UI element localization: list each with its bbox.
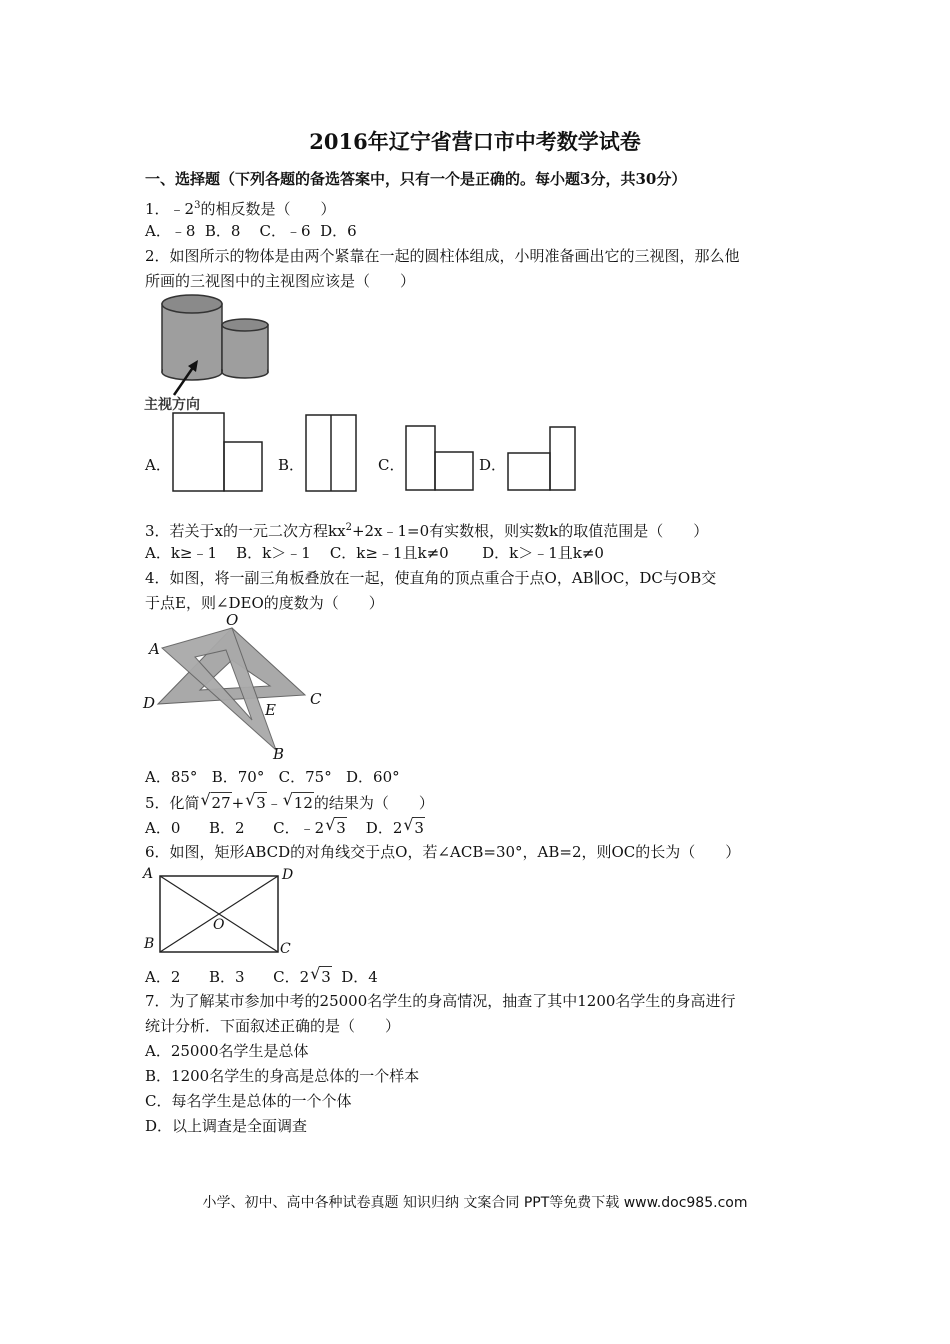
q2-option-b-figure xyxy=(305,414,357,492)
q1-sup: 3 xyxy=(194,200,201,211)
q4-line2: 于点E，则∠DEO的度数为（ ） xyxy=(145,594,384,612)
q6-c-radical: √ 3 xyxy=(320,966,332,987)
q2-option-c: C． xyxy=(378,456,405,474)
q7-line2: 统计分析．下面叙述正确的是（ ） xyxy=(145,1017,401,1035)
q3-sup: 2 xyxy=(345,522,352,533)
page-title: 2016年辽宁省营口市中考数学试卷 xyxy=(309,129,641,154)
q2-option-a: A． xyxy=(145,456,171,474)
sqrt-3: √ 3 xyxy=(255,792,267,813)
q6-options xyxy=(145,966,378,987)
q7-option-d: D．以上调查是全面调查 xyxy=(145,1117,308,1135)
sqrt-12: √ 12 xyxy=(293,792,314,813)
q2-option-c-figure xyxy=(405,425,475,491)
q4-options: A．85° B．70° C．75° D．60° xyxy=(145,768,400,786)
q5-opt-d: D．2 xyxy=(346,819,403,837)
footer-text: 小学、初中、高中各种试卷真题 知识归纳 文案合同 PPT等免费下载 www.doc985.com xyxy=(202,1195,748,1211)
q2-option-d-figure xyxy=(507,426,577,491)
q4-line1: 4．如图，将一副三角板叠放在一起，使直角的顶点重合于点O，AB∥OC，DC与OB交 xyxy=(145,569,717,587)
q5-d-radical: √ 3 xyxy=(413,817,425,838)
q6-opts-abc: A．2 B．3 C．2 xyxy=(145,968,310,986)
q2-option-a-figure xyxy=(172,412,264,492)
view-direction-label: 主视方向 xyxy=(144,397,200,413)
q5-minus: ﹣ xyxy=(266,794,282,812)
q5-options xyxy=(145,817,425,838)
question-1 xyxy=(145,196,335,219)
rect-label-O: O xyxy=(213,917,225,933)
q2-line2: 所画的三视图中的主视图应该是（ ） xyxy=(145,272,416,290)
q7-option-a: A．25000名学生是总体 xyxy=(145,1042,309,1060)
rect-label-A: A xyxy=(143,866,154,882)
rect-label-D: D xyxy=(282,867,294,883)
q5-pre: 5．化简 xyxy=(145,794,200,812)
q5-plus: + xyxy=(231,794,245,812)
section-heading: 一、选择题（下列各题的备选答案中，只有一个是正确的。每小题3分，共30分） xyxy=(145,170,687,188)
q2-line1: 2．如图所示的物体是由两个紧靠在一起的圆柱体组成，小明准备画出它的三视图，那么他 xyxy=(145,247,740,265)
q3-post: +2x﹣1=0有实数根，则实数k的取值范围是（ ） xyxy=(351,522,709,540)
question-3 xyxy=(145,518,708,541)
q1-options: A．﹣8 B．8 C．﹣6 D．6 xyxy=(145,222,357,240)
q7-option-c: C．每名学生是总体的一个个体 xyxy=(145,1092,352,1110)
q7-line1: 7．为了解某市参加中考的25000名学生的身高情况，抽查了其中1200名学生的身高进行 xyxy=(145,992,736,1010)
q5-c-radical: √ 3 xyxy=(335,817,347,838)
sqrt-27: √ 27 xyxy=(211,792,232,813)
rect-label-B: B xyxy=(144,936,155,952)
question-5 xyxy=(145,792,434,813)
q1-pre: 1．﹣2 xyxy=(145,200,195,218)
triangles-figure xyxy=(140,612,330,762)
question-6: 6．如图，矩形ABCD的对角线交于点O，若∠ACB=30°，AB=2，则OC的长为（ ） xyxy=(145,843,741,861)
q5-post: 的结果为（ ） xyxy=(313,794,434,812)
q3-options: A．k≥﹣1 B．k＞﹣1 C．k≥﹣1且k≠0 D．k＞﹣1且k≠0 xyxy=(145,544,604,562)
label-C: C xyxy=(310,690,322,708)
q5-opts-abc: A．0 B．2 C．﹣2 xyxy=(145,819,325,837)
q6-opt-d: D．4 xyxy=(331,968,378,986)
q1-post: 的相反数是（ ） xyxy=(200,200,336,218)
label-A: A xyxy=(149,640,160,658)
label-E: E xyxy=(265,701,276,719)
label-O: O xyxy=(226,611,239,629)
label-D: D xyxy=(143,694,156,712)
label-B: B xyxy=(273,745,285,763)
q7-option-b: B．1200名学生的身高是总体的一个样本 xyxy=(145,1067,420,1085)
q2-option-b: B． xyxy=(278,456,305,474)
rectangle-figure xyxy=(140,866,300,958)
q2-option-d: D． xyxy=(479,456,507,474)
rect-label-C: C xyxy=(280,941,291,957)
q3-pre: 3．若关于x的一元二次方程kx xyxy=(145,522,346,540)
